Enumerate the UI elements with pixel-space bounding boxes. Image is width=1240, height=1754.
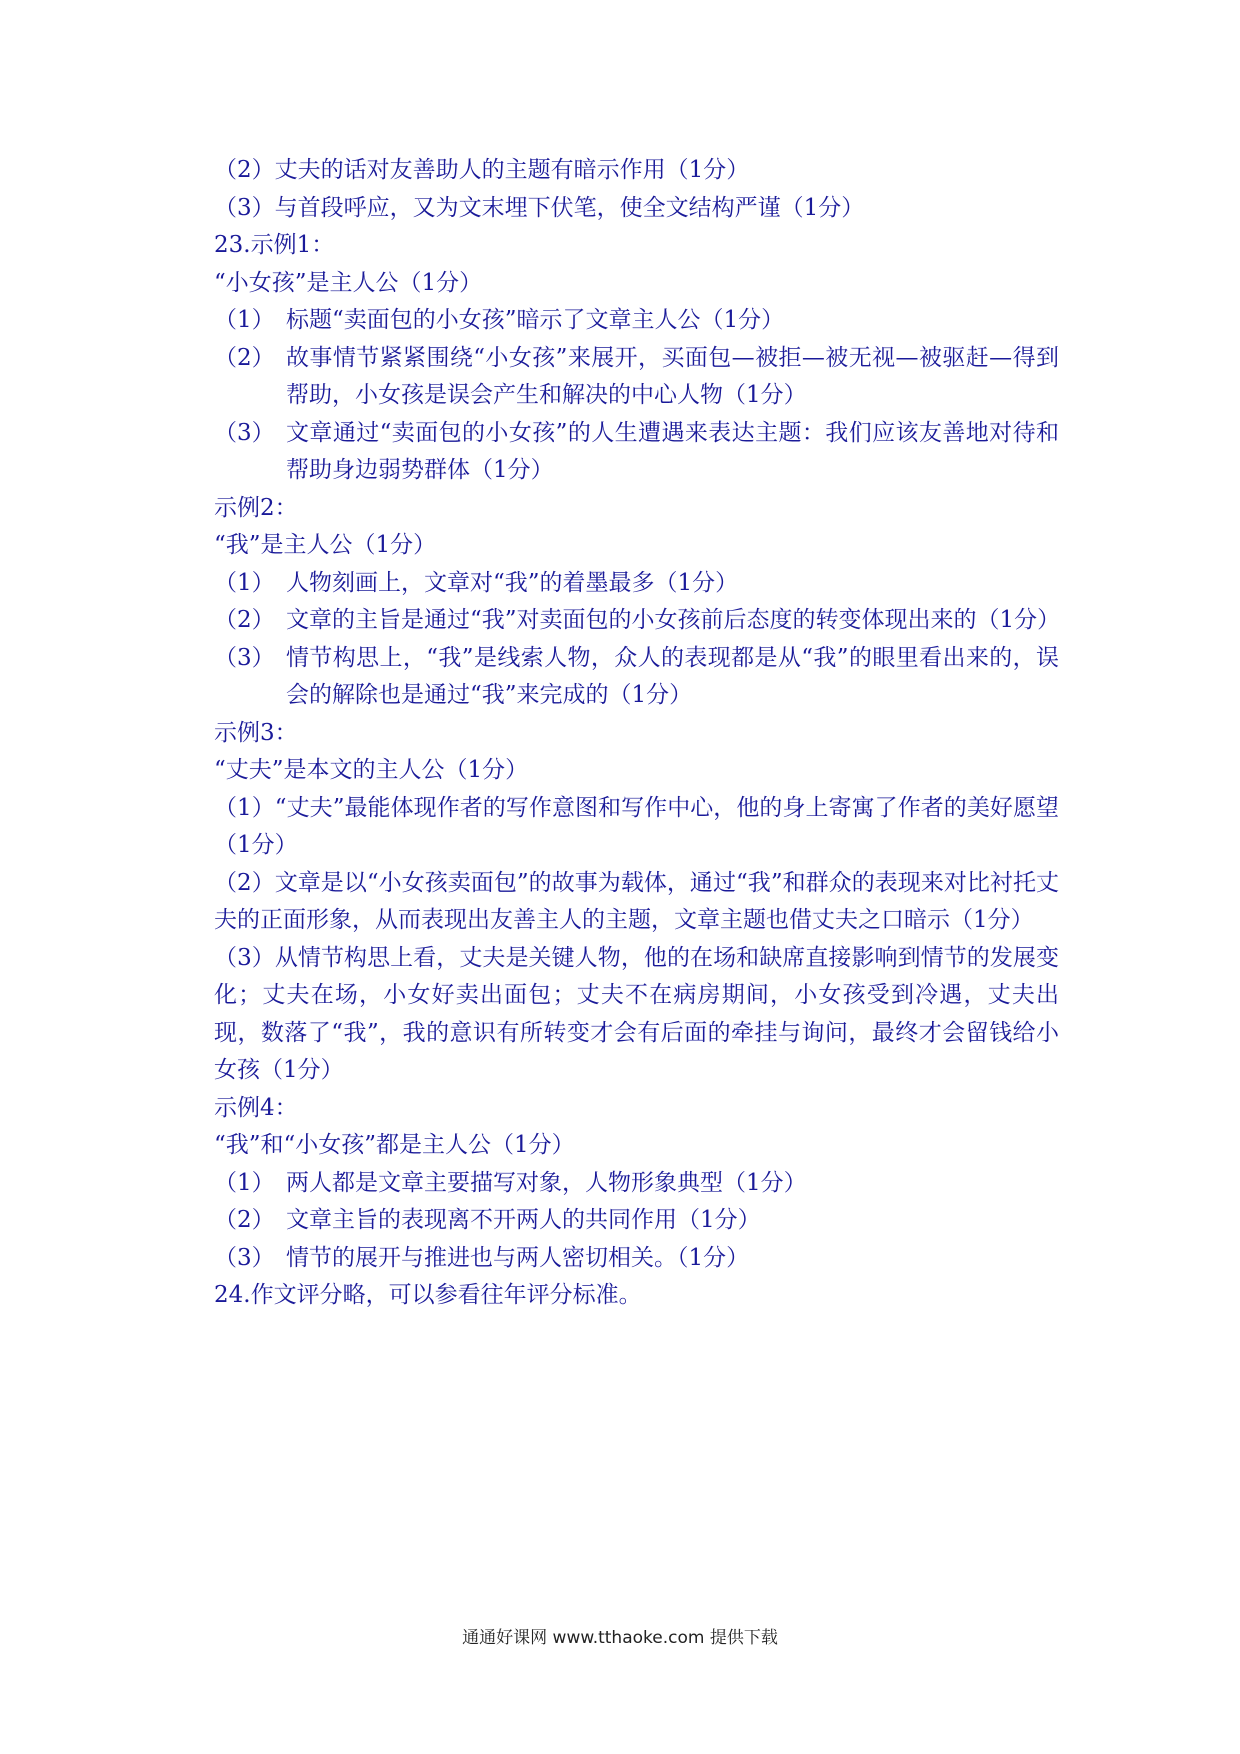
item-number: （3）: [214, 644, 275, 671]
item-number: （1）: [214, 1169, 275, 1196]
item-text: 情节的展开与推进也与两人密切相关。（1分）: [286, 1244, 750, 1271]
item-number: （2）: [214, 344, 275, 371]
item-text: 故事情节紧紧围绕“小女孩”来展开，买面包—被拒—被无视—被驱赶—得到帮助，小女孩是误会产生和解决的中心人物（1分）: [286, 344, 1059, 408]
example-item: [214, 1165, 1059, 1203]
item-number: （2）: [214, 607, 275, 633]
item-number: （2）: [214, 1207, 275, 1233]
answer-line: （2）丈夫的话对友善助人的主题有暗示作用（1分）: [214, 157, 750, 183]
example-item: [214, 302, 1059, 340]
example-paragraph: （3）从情节构思上看，丈夫是关键人物，他的在场和缺席直接影响到情节的发展变化；丈夫在场，小女好卖出面包；丈夫不在病房期间，小女孩受到冷遇，丈夫出现，数落了“我”，我的意识有所转变才会有后面的牵挂与询问，最终才会留钱给小女孩（1分）: [214, 944, 1059, 1083]
item-text: 情节构思上，“我”是线索人物，众人的表现都是从“我”的眼里看出来的，误会的解除也是通过“我”来完成的（1分）: [286, 644, 1059, 708]
example-heading: 示例4：: [214, 1094, 298, 1121]
example-item: [214, 340, 1059, 415]
item-text: 文章的主旨是通过“我”对卖面包的小女孩前后态度的转变体现出来的（1分）: [286, 607, 1061, 633]
example-item: [214, 640, 1059, 715]
example-item: [214, 565, 1059, 603]
example-item: [214, 1240, 1059, 1278]
item-text: 两人都是文章主要描写对象，人物形象典型（1分）: [286, 1169, 807, 1196]
item-text: 标题“卖面包的小女孩”暗示了文章主人公（1分）: [286, 307, 785, 333]
answer-key-page: [214, 152, 1059, 1315]
item-number: （3）: [214, 1244, 275, 1271]
page-footer: 通通好课网 www.tthaoke.com 提供下载: [462, 1628, 778, 1648]
example-item: [214, 1202, 1059, 1240]
example-paragraph: （1）“丈夫”最能体现作者的写作意图和写作中心，他的身上寄寓了作者的美好愿望（1分）: [214, 794, 1059, 858]
item-text: 人物刻画上，文章对“我”的着墨最多（1分）: [286, 569, 739, 596]
example-item: [214, 415, 1059, 490]
question-heading: 24.作文评分略，可以参看往年评分标准。: [214, 1282, 642, 1308]
item-number: （1）: [214, 307, 275, 333]
answer-line: （3）与首段呼应，又为文末埋下伏笔，使全文结构严谨（1分）: [214, 194, 865, 221]
item-text: 文章主旨的表现离不开两人的共同作用（1分）: [286, 1207, 761, 1233]
example-lead: “我”是主人公（1分）: [214, 532, 437, 558]
example-lead: “我”和“小女孩”都是主人公（1分）: [214, 1132, 575, 1158]
item-number: （3）: [214, 419, 275, 446]
example-lead: “小女孩”是主人公（1分）: [214, 269, 483, 296]
example-item: [214, 602, 1059, 640]
example-heading: 示例3：: [214, 719, 298, 746]
question-heading: 23.示例1：: [214, 232, 335, 258]
example-heading: 示例2：: [214, 494, 298, 521]
example-paragraph: （2）文章是以“小女孩卖面包”的故事为载体，通过“我”和群众的表现来对比衬托丈夫的正面形象，从而表现出友善主人的主题，文章主题也借丈夫之口暗示（1分）: [214, 869, 1059, 933]
item-number: （1）: [214, 569, 275, 596]
example-lead: “丈夫”是本文的主人公（1分）: [214, 757, 529, 783]
item-text: 文章通过“卖面包的小女孩”的人生遭遇来表达主题：我们应该友善地对待和帮助身边弱势群体（1分）: [286, 419, 1059, 483]
